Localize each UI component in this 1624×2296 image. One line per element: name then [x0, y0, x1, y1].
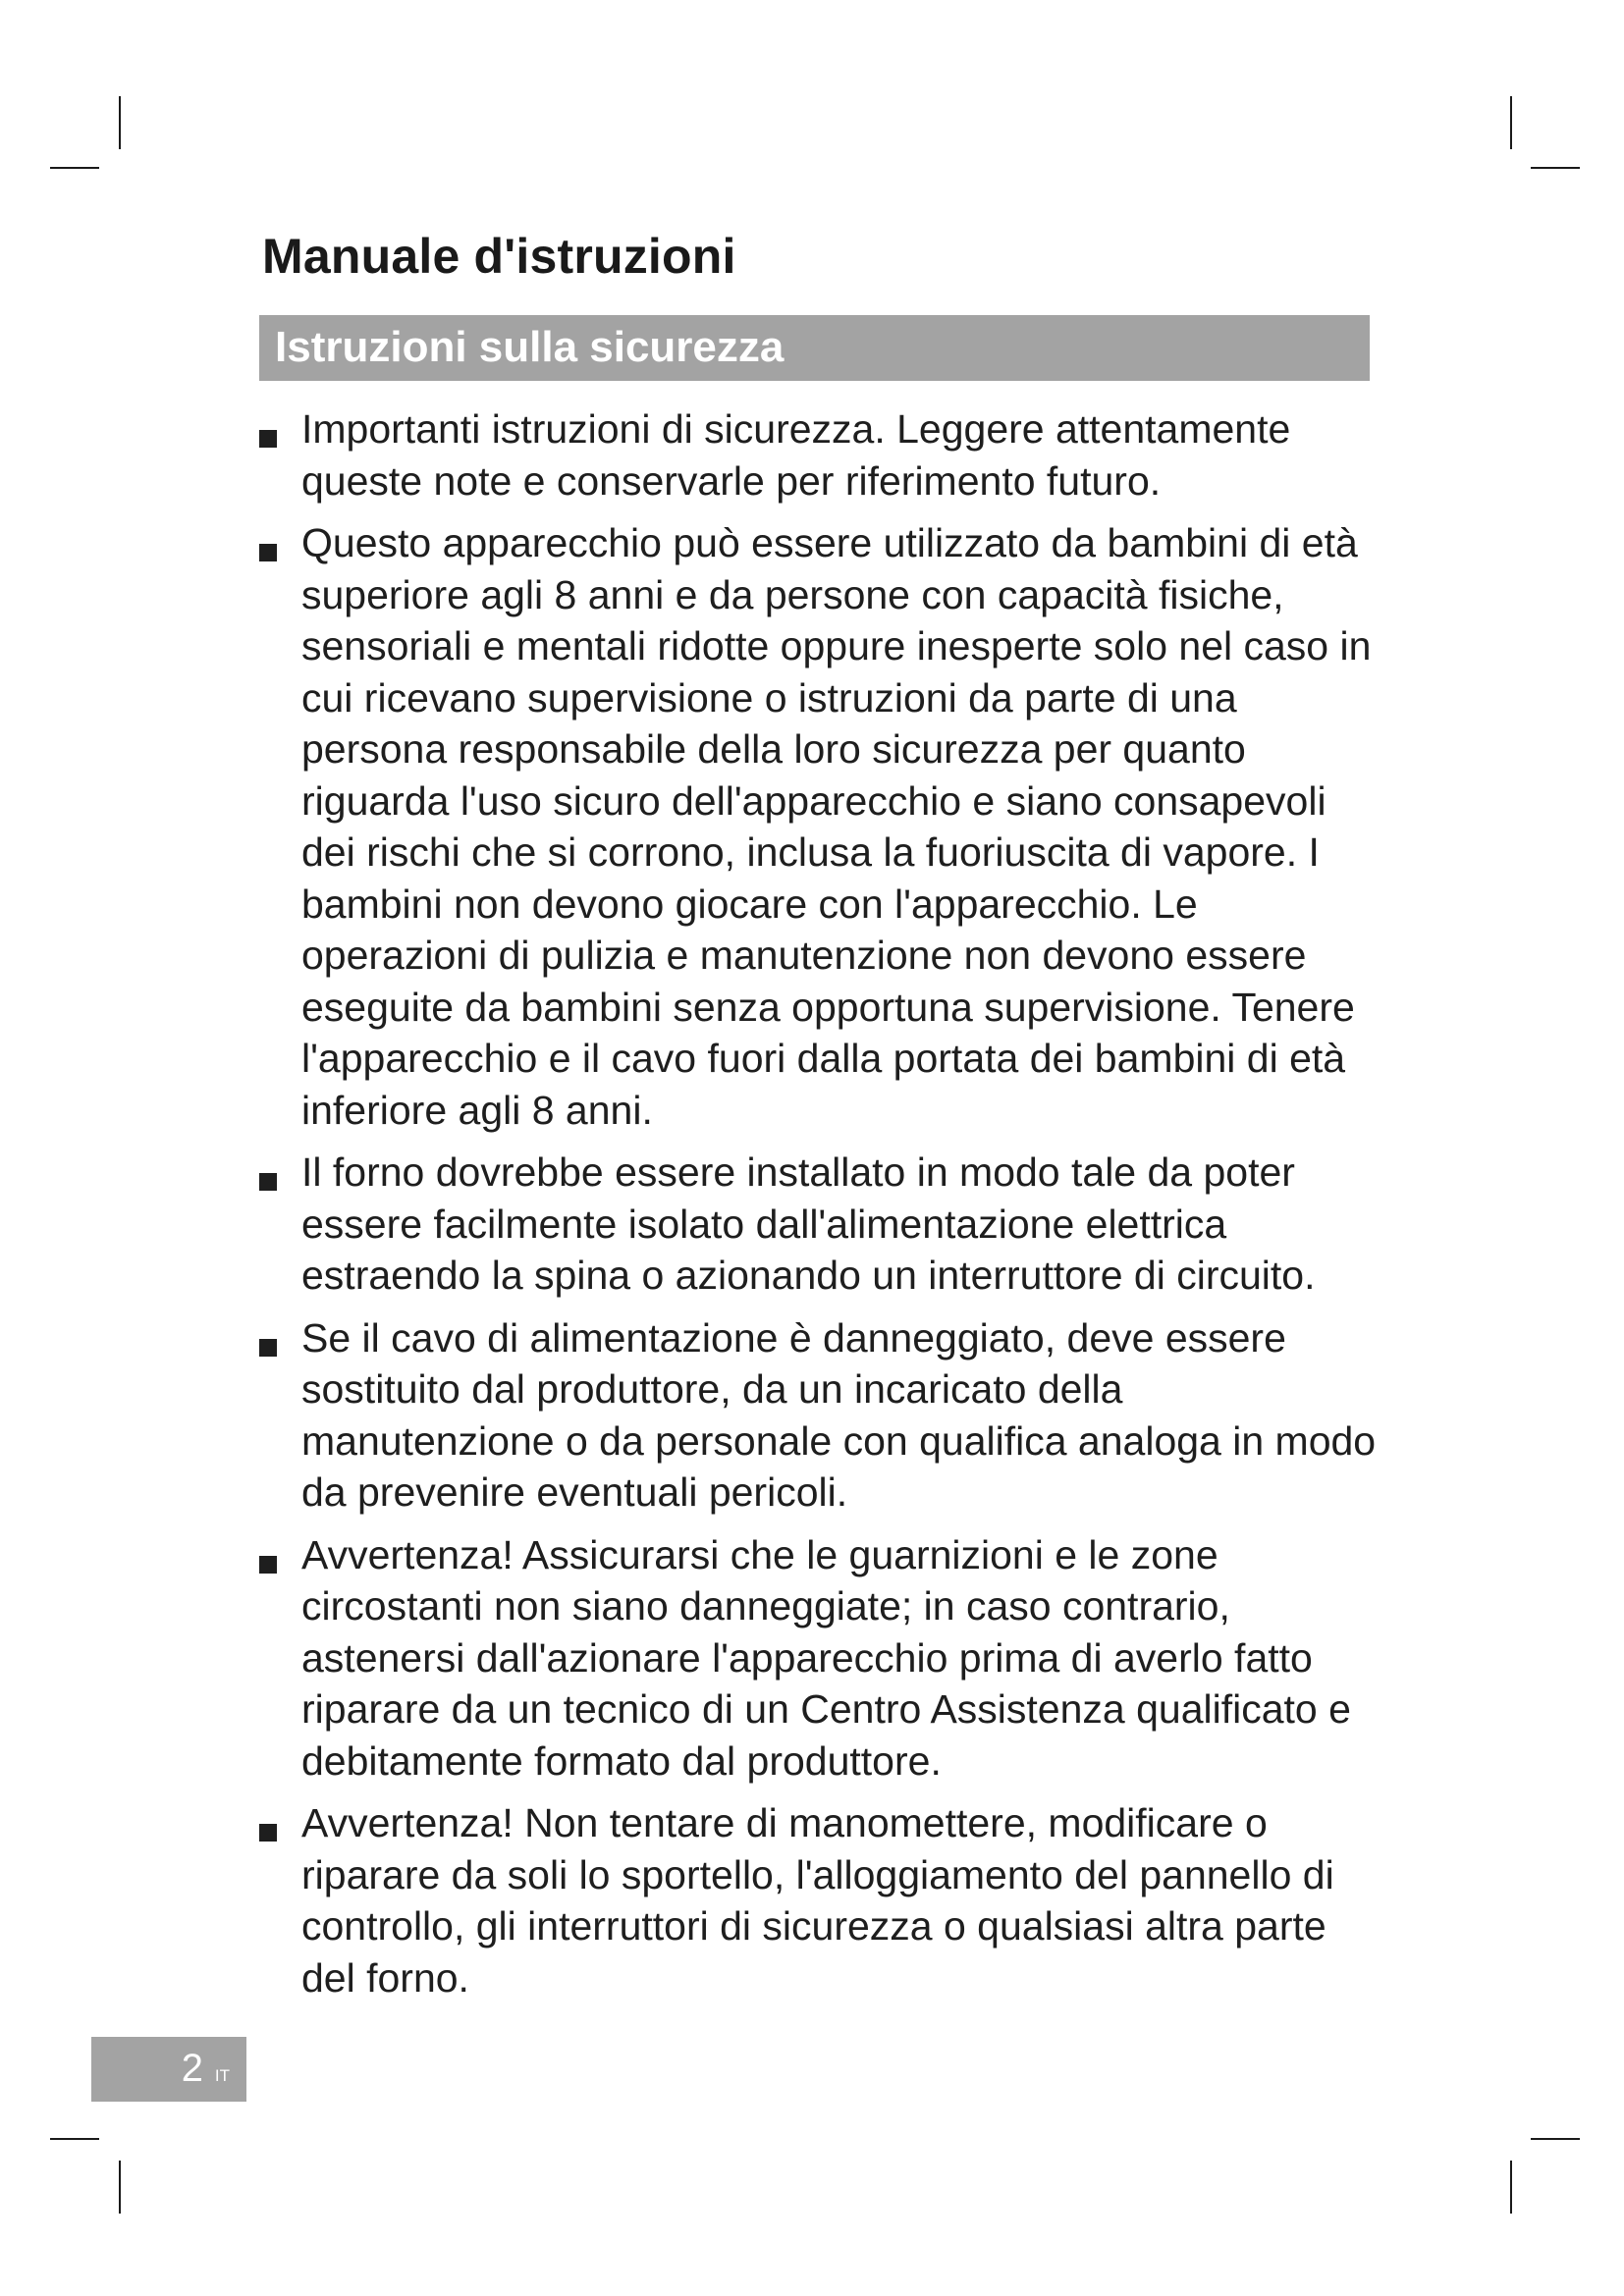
list-item-text: Questo apparecchio può essere utilizzato da bambini di età superiore agli 8 anni e da persone con capacità fisiche, sensoriali e mentali ridotte oppure inesperte solo nel caso in cui ricevano supervisione o istruzioni da parte di una persona responsabile della loro sicurezza per quanto riguarda l'uso sicuro dell'apparecchio e siano consapevoli dei rischi che si corrono, inclusa la fuoriuscita di vapore. I bambini non devono giocare con l'apparecchio. Le operazioni di pulizia e manutenzione non devono essere eseguite da bambini senza opportuna supervisione. Tenere l'apparecchio e il cavo fuori dalla portata dei bambini di età inferiore agli 8 anni. [301, 520, 1372, 1133]
crop-mark-bottom-right-horizontal [1531, 2138, 1580, 2140]
square-bullet-icon [259, 1556, 277, 1574]
square-bullet-icon [259, 1339, 277, 1357]
crop-mark-bottom-left-vertical [119, 2161, 121, 2214]
section-heading: Istruzioni sulla sicurezza [275, 323, 785, 371]
square-bullet-icon [259, 1173, 277, 1191]
list-item [259, 403, 1379, 507]
square-bullet-icon [259, 1824, 277, 1842]
list-item [259, 1797, 1379, 2003]
list-item [259, 1147, 1379, 1302]
crop-mark-bottom-left-horizontal [50, 2138, 99, 2140]
crop-mark-top-right-vertical [1510, 96, 1512, 149]
square-bullet-icon [259, 544, 277, 561]
list-item-text: Avvertenza! Assicurarsi che le guarnizioni e le zone circostanti non siano danneggiate; in caso contrario, astenersi dall'azionare l'apparecchio prima di averlo fatto riparare da un tecnico di un Centro Assistenza qualificato e debitamente formato dal produttore. [301, 1531, 1351, 1784]
square-bullet-icon [259, 430, 277, 448]
list-item [259, 1529, 1379, 1788]
list-item-text: Se il cavo di alimentazione è danneggiato, deve essere sostituito dal produttore, da un incaricato della manutenzione o da personale con qualifica analoga in modo da prevenire eventuali pericoli. [301, 1314, 1377, 1515]
list-item-text: Importanti istruzioni di sicurezza. Leggere attentamente queste note e conservarle per riferimento futuro. [301, 406, 1291, 504]
page-number: 2 [181, 2047, 203, 2090]
crop-mark-bottom-right-vertical [1510, 2161, 1512, 2214]
safety-instructions-list [259, 403, 1379, 2014]
crop-mark-top-left-horizontal [50, 167, 99, 169]
section-banner [259, 315, 1370, 381]
list-item [259, 517, 1379, 1136]
page-language-code: IT [214, 2066, 230, 2085]
crop-mark-top-right-horizontal [1531, 167, 1580, 169]
list-item [259, 1312, 1379, 1519]
crop-mark-top-left-vertical [119, 96, 121, 149]
list-item-text: Avvertenza! Non tentare di manomettere, modificare o riparare da soli lo sportello, l'alloggiamento del pannello di controllo, gli interruttori di sicurezza o qualsiasi altra parte del forno. [301, 1800, 1334, 2001]
list-item-text: Il forno dovrebbe essere installato in modo tale da poter essere facilmente isolato dall'alimentazione elettrica estraendo la spina o azionando un interruttore di circuito. [301, 1149, 1316, 1298]
page-number-badge [91, 2037, 246, 2102]
page-title: Manuale d'istruzioni [262, 229, 736, 284]
